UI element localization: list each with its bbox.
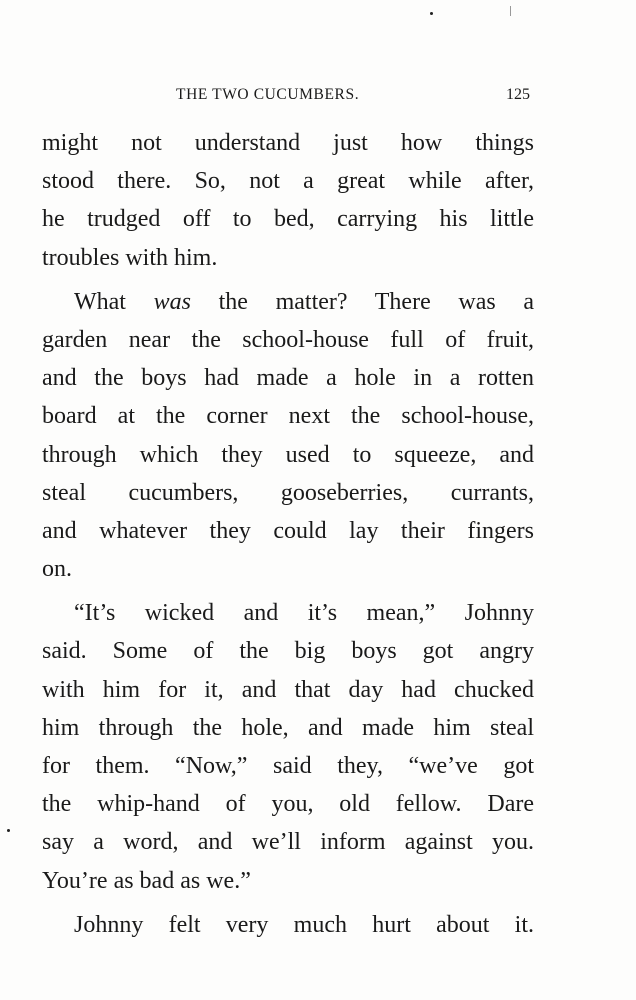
text-line [42,162,534,200]
text-segment: board at the corner next the school-house, [42,403,534,430]
text-line [42,239,534,277]
running-head: THE TWO CUCUMBERS. [176,86,360,103]
text-line [42,906,534,944]
text-segment: for them. “Now,” said they, “we’ve got [42,753,534,779]
text-segment: the whip-hand of you, old fellow. Dare [42,791,534,818]
text-segment: and the boys had made a hole in a rotten [42,365,534,392]
text-line [42,397,534,435]
text-line [42,709,534,747]
text-segment: garden near the school-house full of fruit, [42,326,534,353]
paragraph [42,283,534,589]
text-line [42,283,534,321]
text-line [42,124,534,162]
text-line [42,474,534,512]
text-line [42,200,534,238]
text-line [42,550,534,588]
print-speck [430,12,433,15]
page-number: 125 [506,86,530,103]
text-segment: “It’s wicked and it’s mean,” Johnny [74,600,534,627]
text-segment: him through the hole, and made him steal [42,714,534,741]
text-segment: stood there. So, not a great while after, [42,168,534,195]
page-header [176,86,536,110]
text-line [42,594,534,632]
text-segment: through which they used to squeeze, and [42,441,534,468]
text-segment: troubles with him. [42,244,218,271]
print-speck [7,829,10,832]
text-line [42,512,534,550]
print-speck [510,6,511,16]
text-segment: You’re as bad as we.” [42,867,251,894]
text-segment: Johnny felt very much hurt about it. [74,911,534,938]
paragraph [42,594,534,900]
text-segment: with him for it, and that day had chucked [42,676,534,703]
paragraph [42,906,534,944]
text-segment: steal cucumbers, gooseberries, currants, [42,479,534,506]
text-line [42,823,534,861]
text-line [42,321,534,359]
text-line [42,747,534,785]
text-segment: the matter? There was a [190,288,534,315]
text-line [42,785,534,823]
body-text [42,124,534,944]
text-line [42,862,534,900]
text-segment: he trudged off to bed, carrying his little [42,206,534,233]
text-segment: and whatever they could lay their fingers [42,517,534,544]
paragraph [42,124,534,277]
text-segment: might not understand just how things [42,130,534,156]
text-segment: What [74,288,154,315]
text-segment: on. [42,556,72,583]
text-segment: say a word, and we’ll inform against you. [42,829,534,856]
text-line [42,671,534,709]
text-line [42,632,534,670]
text-segment: said. Some of the big boys got angry [42,638,534,665]
text-line [42,359,534,397]
italic-word: was [153,288,191,315]
text-line [42,436,534,474]
